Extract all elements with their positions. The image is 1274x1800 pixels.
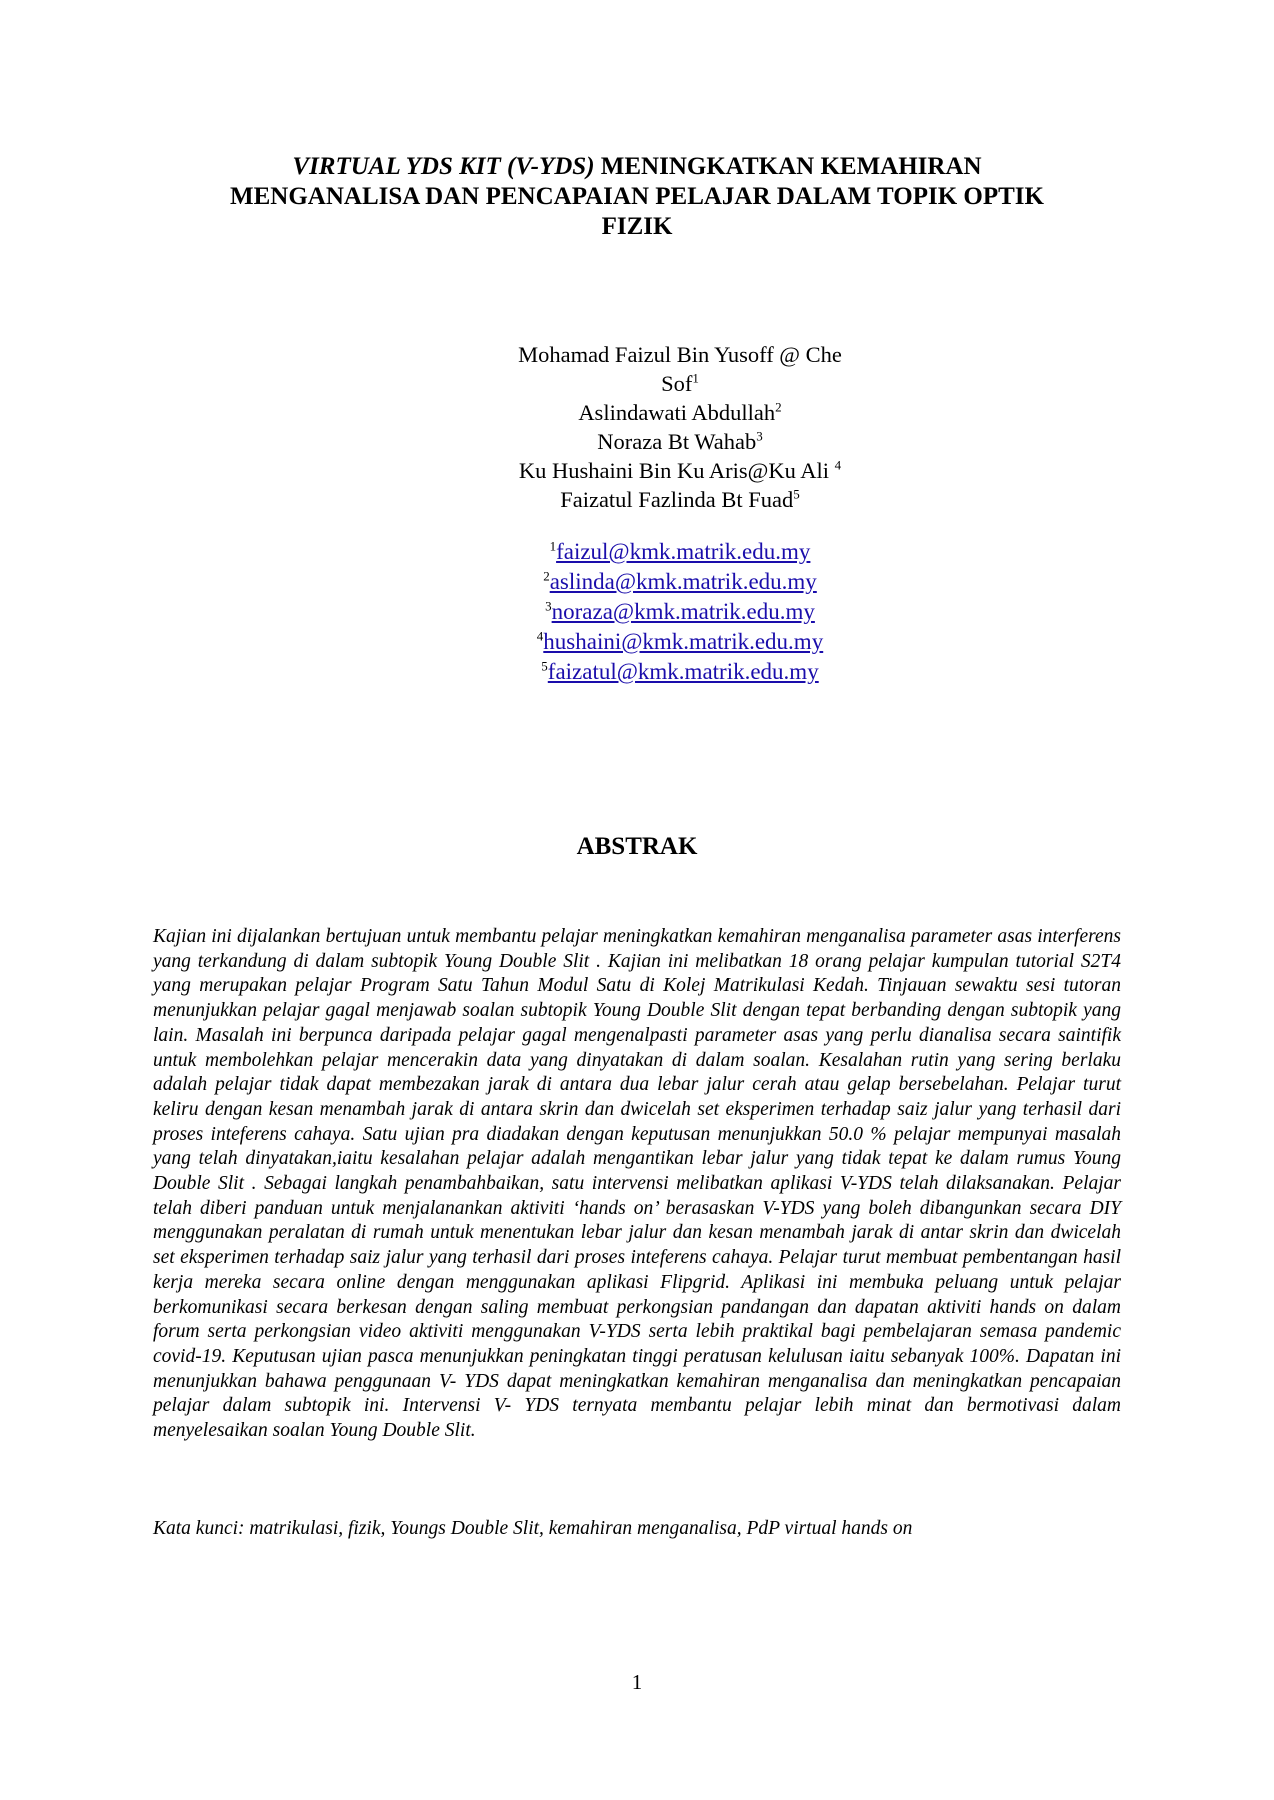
email-mark: 1	[549, 538, 557, 554]
page-number: 1	[631, 1670, 643, 1694]
title-italic-part: VIRTUAL YDS KIT (V-YDS)	[292, 153, 595, 180]
keywords-line: Kata kunci: matrikulasi, fizik, Youngs Double Slit, kemahiran menganalisa, PdP virtual hands on	[153, 1518, 913, 1539]
title-line-1	[150, 152, 1124, 182]
email-mark: 2	[543, 568, 550, 584]
email-link[interactable]: noraza@kmk.matrik.edu.my	[551, 599, 815, 624]
email-row	[500, 657, 860, 687]
email-list	[500, 537, 860, 687]
email-row	[500, 627, 860, 657]
author-affiliation-mark: 4	[834, 457, 842, 473]
paper-title	[150, 152, 1124, 242]
title-line-1-rest: MENINGKATKAN KEMAHIRAN	[594, 153, 982, 180]
author: Ku Hushaini Bin Ku Aris@Ku Ali $^4$	[518, 457, 842, 483]
email-link[interactable]: faizatul@kmk.matrik.edu.my	[547, 659, 819, 684]
author: Aslindawati Abdullah$^2$	[578, 399, 782, 425]
abstract-heading: ABSTRAK	[576, 833, 698, 860]
author-affiliation-mark: 3	[756, 428, 763, 444]
author-list	[500, 340, 860, 514]
title-line-3: FIZIK	[601, 213, 673, 240]
email-mark: 3	[545, 598, 552, 614]
email-row	[500, 597, 860, 627]
author-affiliation-mark: 2	[775, 399, 782, 415]
author: Mohamad Faizul Bin Yusoff @ Che Sof$^1$	[518, 342, 842, 396]
email-link[interactable]: faizul@kmk.matrik.edu.my	[556, 539, 811, 564]
author-affiliation-mark: 1	[692, 370, 699, 386]
email-row	[500, 537, 860, 567]
author: Faizatul Fazlinda Bt Fuad$^5$	[560, 486, 800, 512]
abstract-body: Kajian ini dijalankan bertujuan untuk membantu pelajar meningkatkan kemahiran menganalisa parameter asas interferens yang terkandung di dalam subtopik Young Double Slit . Kajian ini melibatkan 18 orang pelajar kumpulan tutorial S2T4 yang merupakan pelajar Program Satu Tahun Modul Satu di Kolej Matrikulasi Kedah. Tinjauan sewaktu sesi tutoran menunjukkan pelajar gagal menjawab soalan subtopik Young Double Slit dengan tepat berbanding dengan subtopik yang lain. Masalah ini berpunca daripada pelajar gagal mengenalpasti parameter asas yang perlu dianalisa secara saintifik untuk membolehkan pelajar mencerakin data yang dinyatakan di dalam soalan. Kesalahan rutin yang sering berlaku adalah pelajar tidak dapat membezakan jarak di antara dua lebar jalur cerah atau gelap bersebelahan. Pelajar turut keliru dengan kesan menambah jarak di antara skrin dan dwicelah set eksperimen terhadap saiz jalur yang terhasil dari proses inteferens cahaya. Satu ujian pra diadakan dengan keputusan menunjukkan 50.0 % pelajar mempunyai masalah yang telah dinyatakan,iaitu kesalahan pelajar adalah mengantikan lebar jalur yang tidak tepat ke dalam rumus Young Double Slit . Sebagai langkah penambahbaikan, satu intervensi melibatkan aplikasi V-YDS telah dilaksanakan. Pelajar telah diberi panduan untuk menjalanankan aktiviti ‘hands on’ berasaskan V-YDS yang boleh dibangunkan secara DIY menggunakan peralatan di rumah untuk menentukan lebar jalur dan kesan menambah jarak di antar skrin dan dwicelah set eksperimen terhadap saiz jalur yang terhasil dari proses inteferens cahaya. Pelajar turut membuat pembentangan hasil kerja mereka secara online dengan menggunakan aplikasi Flipgrid. Aplikasi ini membuka peluang untuk pelajar berkomunikasi secara berkesan dengan saling membuat perkongsian pandangan dan dapatan aktiviti hands on dalam forum serta perkongsian video aktiviti menggunakan V-YDS serta lebih praktikal bagi pembelajaran semasa pandemic covid-19. Keputusan ujian pasca menunjukkan peningkatan tinggi peratusan kelulusan iaitu sebanyak 100%. Dapatan ini menunjukkan bahawa penggunaan V- YDS dapat meningkatkan kemahiran menganalisa dan meningkatkan pencapaian pelajar dalam subtopik ini. Intervensi V- YDS ternyata membantu pelajar lebih minat dan bermotivasi dalam menyelesaikan soalan Young Double Slit.	[153, 926, 1121, 1442]
title-line-2: MENGANALISA DAN PENCAPAIAN PELAJAR DALAM TOPIK OPTIK	[230, 183, 1044, 210]
author: Noraza Bt Wahab$^3$	[597, 428, 763, 454]
email-link[interactable]: hushaini@kmk.matrik.edu.my	[543, 629, 824, 654]
email-mark: 4	[536, 628, 544, 644]
email-mark: 5	[541, 658, 548, 674]
email-row	[500, 567, 860, 597]
email-link[interactable]: aslinda@kmk.matrik.edu.my	[549, 569, 817, 594]
author-affiliation-mark: 5	[793, 486, 800, 502]
